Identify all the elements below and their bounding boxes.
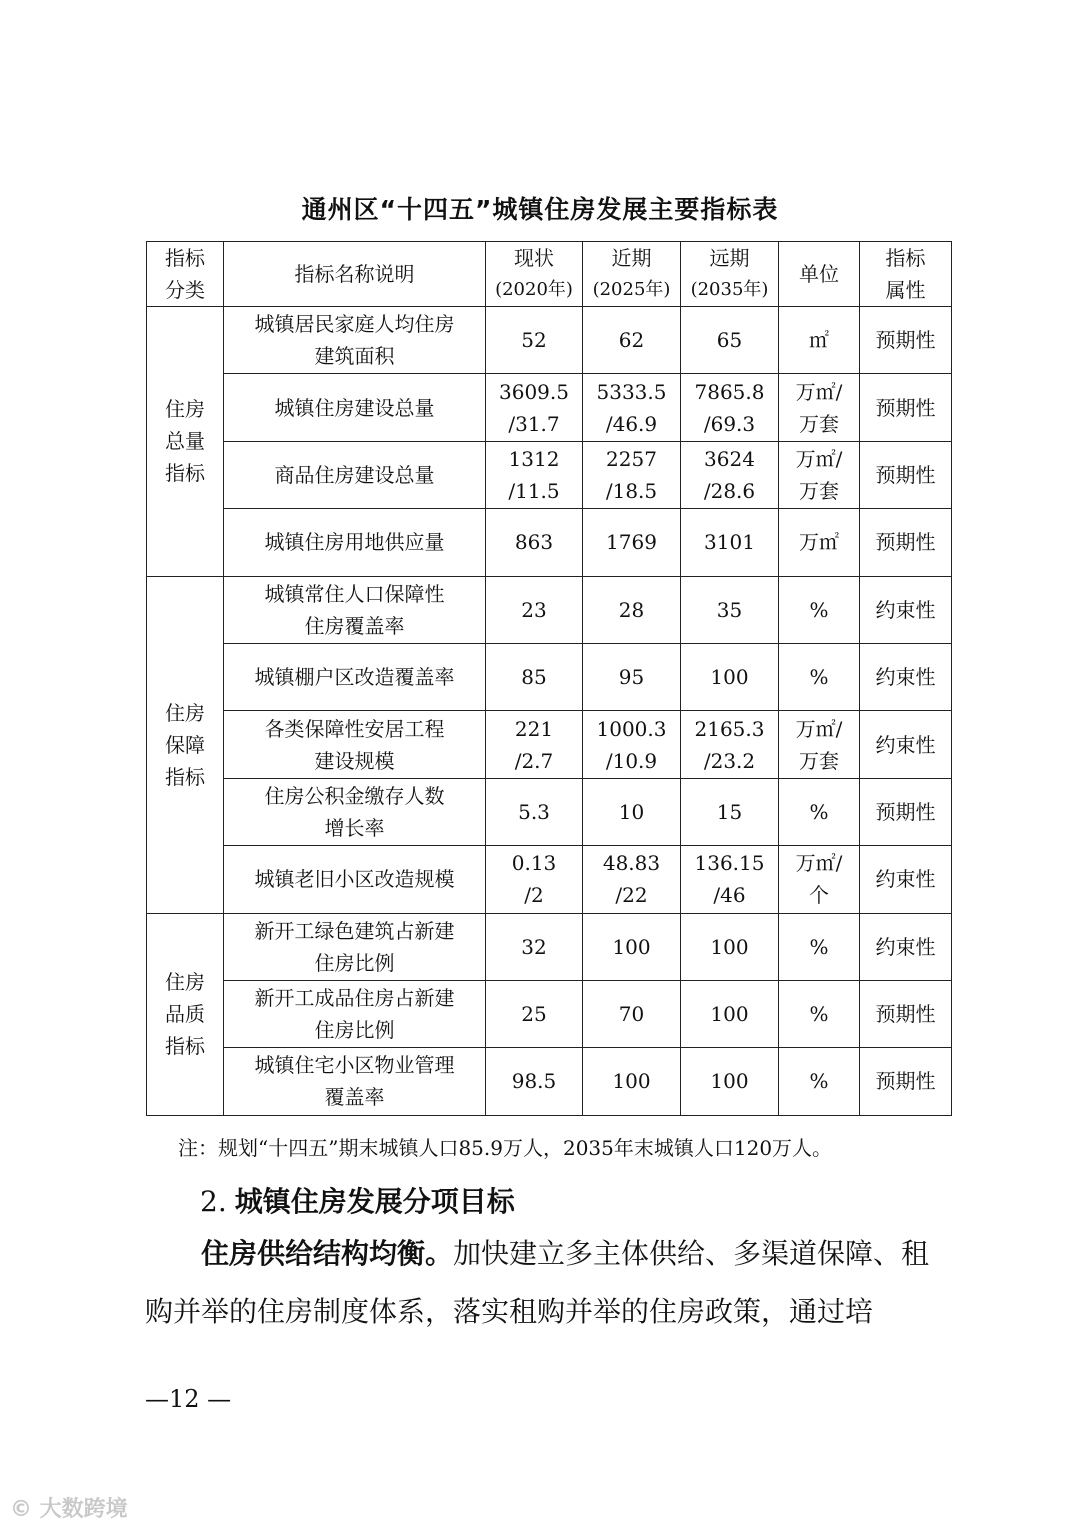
unit-cell: 万㎡/ 万套 <box>779 711 860 778</box>
current-cell: 32 <box>486 913 583 980</box>
name-cell: 各类保障性安居工程 建设规模 <box>224 711 486 778</box>
table-row <box>147 1048 952 1115</box>
table-row <box>147 374 952 441</box>
attr-cell: 约束性 <box>860 913 952 980</box>
paragraph-lead: 住房供给结构均衡。 <box>201 1237 454 1270</box>
header-near: 近期 (2025年) <box>583 242 681 307</box>
name-cell: 新开工成品住房占新建 住房比例 <box>224 980 486 1047</box>
near-cell: 2257 /18.5 <box>583 441 681 508</box>
near-cell: 5333.5 /46.9 <box>583 374 681 441</box>
far-cell: 3101 <box>681 509 779 576</box>
name-cell: 城镇老旧小区改造规模 <box>224 846 486 913</box>
near-cell: 48.83 /22 <box>583 846 681 913</box>
unit-cell: 万㎡ <box>779 509 860 576</box>
attr-cell: 约束性 <box>860 846 952 913</box>
table-row <box>147 980 952 1047</box>
category-cell: 住房 保障 指标 <box>147 576 224 913</box>
header-attr: 指标 属性 <box>860 242 952 307</box>
name-cell: 城镇住房建设总量 <box>224 374 486 441</box>
name-cell: 城镇棚户区改造覆盖率 <box>224 643 486 710</box>
current-cell: 85 <box>486 643 583 710</box>
unit-cell: % <box>779 1048 860 1115</box>
attr-cell: 预期性 <box>860 1048 952 1115</box>
watermark-logo: © 大数跨境 <box>10 1497 128 1522</box>
paragraph-body: 加快建立多主体供给、多渠道保障、租购并举的住房制度体系，落实租购并举的住房政策，通过培 <box>145 1237 930 1328</box>
unit-cell: 万㎡/ 个 <box>779 846 860 913</box>
current-cell: 23 <box>486 576 583 643</box>
attr-cell: 预期性 <box>860 374 952 441</box>
attr-cell: 预期性 <box>860 441 952 508</box>
unit-cell: ㎡ <box>779 307 860 374</box>
category-cell: 住房 总量 指标 <box>147 307 224 577</box>
near-cell: 100 <box>583 913 681 980</box>
far-cell: 15 <box>681 778 779 845</box>
table-row <box>147 711 952 778</box>
near-cell: 70 <box>583 980 681 1047</box>
current-cell: 52 <box>486 307 583 374</box>
category-cell: 住房 品质 指标 <box>147 913 224 1115</box>
attr-cell: 预期性 <box>860 509 952 576</box>
far-cell: 35 <box>681 576 779 643</box>
section-heading: 2. 城镇住房发展分项目标 <box>200 1185 515 1218</box>
body-paragraph <box>145 1225 945 1341</box>
name-cell: 城镇常住人口保障性 住房覆盖率 <box>224 576 486 643</box>
near-cell: 1000.3 /10.9 <box>583 711 681 778</box>
attr-cell: 约束性 <box>860 576 952 643</box>
far-cell: 100 <box>681 980 779 1047</box>
current-cell: 3609.5 /31.7 <box>486 374 583 441</box>
attr-cell: 约束性 <box>860 643 952 710</box>
table-note: 注：规划“十四五”期末城镇人口85.9万人，2035年末城镇人口120万人。 <box>178 1136 833 1160</box>
header-unit: 单位 <box>779 242 860 307</box>
attr-cell: 约束性 <box>860 711 952 778</box>
table-row <box>147 576 952 643</box>
table-row <box>147 509 952 576</box>
table-row <box>147 778 952 845</box>
near-cell: 62 <box>583 307 681 374</box>
header-current: 现状 (2020年) <box>486 242 583 307</box>
far-cell: 7865.8 /69.3 <box>681 374 779 441</box>
far-cell: 65 <box>681 307 779 374</box>
current-cell: 0.13 /2 <box>486 846 583 913</box>
unit-cell: % <box>779 778 860 845</box>
far-cell: 100 <box>681 913 779 980</box>
near-cell: 28 <box>583 576 681 643</box>
header-category: 指标 分类 <box>147 242 224 307</box>
attr-cell: 预期性 <box>860 980 952 1047</box>
near-cell: 100 <box>583 1048 681 1115</box>
page-number: —12 — <box>145 1385 232 1413</box>
far-cell: 100 <box>681 1048 779 1115</box>
far-cell: 3624 /28.6 <box>681 441 779 508</box>
unit-cell: % <box>779 643 860 710</box>
unit-cell: % <box>779 980 860 1047</box>
attr-cell: 预期性 <box>860 307 952 374</box>
indicator-table <box>146 241 952 1116</box>
unit-cell: 万㎡/ 万套 <box>779 374 860 441</box>
current-cell: 98.5 <box>486 1048 583 1115</box>
header-name: 指标名称说明 <box>224 242 486 307</box>
table-row <box>147 643 952 710</box>
table-row <box>147 913 952 980</box>
unit-cell: % <box>779 913 860 980</box>
current-cell: 1312 /11.5 <box>486 441 583 508</box>
table-title: 通州区“十四五”城镇住房发展主要指标表 <box>301 195 779 224</box>
unit-cell: % <box>779 576 860 643</box>
current-cell: 5.3 <box>486 778 583 845</box>
near-cell: 10 <box>583 778 681 845</box>
current-cell: 221 /2.7 <box>486 711 583 778</box>
far-cell: 100 <box>681 643 779 710</box>
current-cell: 25 <box>486 980 583 1047</box>
table-row <box>147 307 952 374</box>
far-cell: 136.15 /46 <box>681 846 779 913</box>
name-cell: 城镇住宅小区物业管理 覆盖率 <box>224 1048 486 1115</box>
current-cell: 863 <box>486 509 583 576</box>
name-cell: 住房公积金缴存人数 增长率 <box>224 778 486 845</box>
unit-cell: 万㎡/ 万套 <box>779 441 860 508</box>
name-cell: 城镇住房用地供应量 <box>224 509 486 576</box>
table-row <box>147 441 952 508</box>
header-row <box>147 242 952 307</box>
table-row <box>147 846 952 913</box>
attr-cell: 预期性 <box>860 778 952 845</box>
name-cell: 城镇居民家庭人均住房 建筑面积 <box>224 307 486 374</box>
name-cell: 商品住房建设总量 <box>224 441 486 508</box>
far-cell: 2165.3 /23.2 <box>681 711 779 778</box>
name-cell: 新开工绿色建筑占新建 住房比例 <box>224 913 486 980</box>
near-cell: 95 <box>583 643 681 710</box>
near-cell: 1769 <box>583 509 681 576</box>
header-far: 远期 (2035年) <box>681 242 779 307</box>
